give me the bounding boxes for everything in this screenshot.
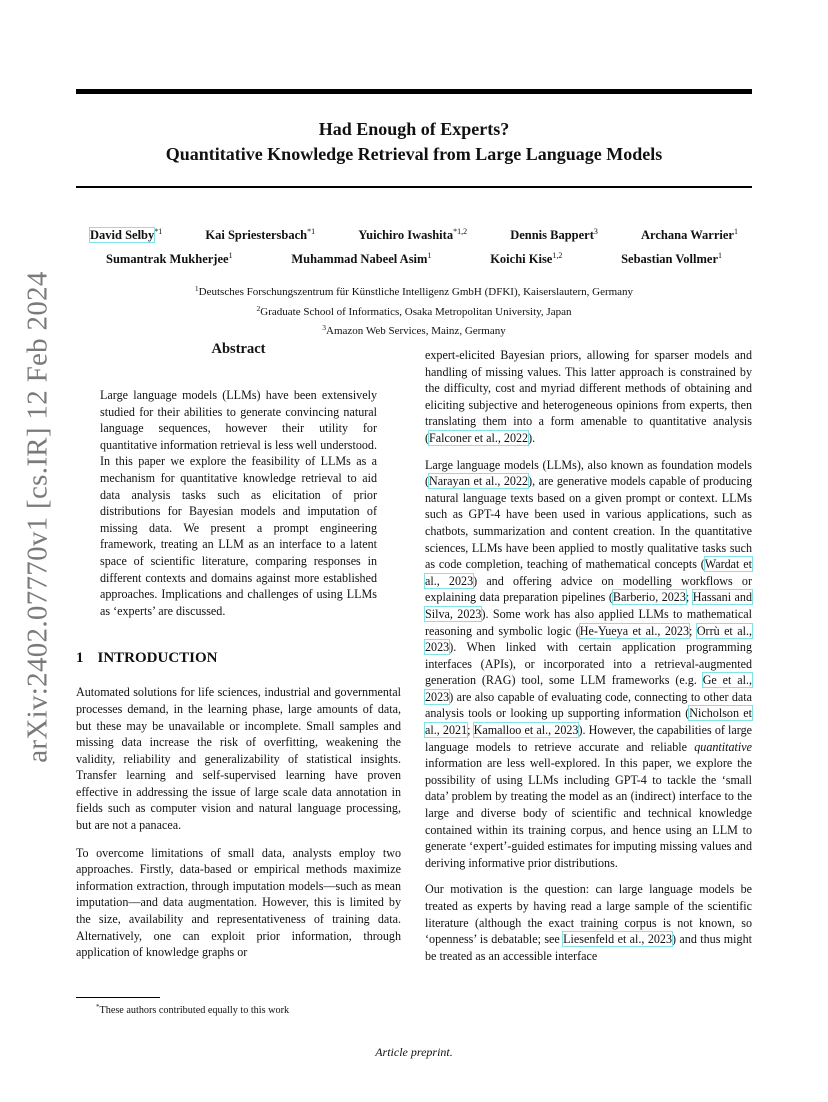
- body-paragraph-3: [425, 881, 752, 964]
- affiliation-text: Deutsches Forschungszentrum für Künstliche Intelligenz GmbH (DFKI), Kaiserslautern, Germany: [198, 286, 634, 298]
- author: [358, 220, 467, 244]
- text-run: ) and offering advice on modelling workflows or explaining data preparation pipelines (: [425, 573, 752, 605]
- affiliations: [76, 281, 752, 340]
- author: [641, 220, 738, 244]
- author-name: Yuichiro Iwashita: [358, 228, 454, 242]
- text-run: ;: [467, 723, 474, 738]
- author-affil-mark: *1: [307, 227, 316, 236]
- affiliation-text: Graduate School of Informatics, Osaka Metropolitan University, Japan: [260, 305, 572, 318]
- citation-link[interactable]: Orrù et al., 2023: [425, 623, 752, 655]
- affiliation-text: Amazon Web Services, Mainz, Germany: [326, 325, 506, 337]
- affiliation: [76, 281, 752, 301]
- text-run: ), are generative models capable of producing natural language texts based on a given prompt or context. LLMs such as GPT-4 have been used in various applications, such as chatbots, summarization and content creation. In the quantitative sciences, LLMs have been applied to mostly qualitative tasks such as code completion, teaching of mathematical concepts (: [425, 474, 752, 572]
- author-name: Sumantrak Mukherjee: [106, 252, 229, 266]
- top-rule: [76, 89, 752, 94]
- emphasis: quantitative: [694, 739, 752, 754]
- citation-link[interactable]: Liesenfeld et al., 2023: [563, 932, 673, 947]
- author-affil-mark: 3: [593, 227, 598, 236]
- text-run: ).: [528, 430, 536, 445]
- author: [510, 220, 598, 244]
- text-run: ). However, the capabilities of large language models to retrieve accurate and reliable: [425, 723, 752, 754]
- author-row-1: [76, 220, 752, 244]
- text-run: ). When linked with certain application programming interfaces (APIs), or incorporated into a retrieval-augmented generation (RAG) tool, some LLM frameworks (e.g.: [425, 640, 752, 688]
- title-line-1: Had Enough of Experts?: [318, 119, 510, 139]
- citation-link[interactable]: Wardat et al., 2023: [425, 557, 752, 588]
- intro-paragraph-1: Automated solutions for life sciences, industrial and governmental processes demand, in the learning phase, large amounts of data, but these may be unavailable or incomplete. Small samples and missing data increase the risk of overfitting, weakening the validity, reliability and generalizability of statistical insights. Transfer learning and self-supervised learning have proven effective in addressing the issue of large scale data annotation in fields such as computer vision and natural language processing, but are not a panacea.: [76, 685, 401, 833]
- author: [490, 244, 562, 268]
- citation-link[interactable]: Barberio, 2023: [612, 590, 686, 605]
- author: [621, 244, 722, 268]
- footnote-rule: [76, 997, 160, 998]
- text-run: Large language models (LLMs), also known as foundation models (: [425, 457, 752, 489]
- author[interactable]: [90, 220, 162, 244]
- body-paragraph-2: [425, 457, 752, 872]
- author-name: Archana Warrier: [641, 228, 734, 242]
- author-affil-mark: 1: [718, 251, 722, 260]
- left-column: [76, 340, 401, 972]
- affiliation-mark: 3: [322, 323, 326, 332]
- text-run: Our motivation is the question: can large language models be treated as experts by having read a large sample of the scientific literature (although the exact training corpus is not known, so ‘openness’ is debatable; see: [425, 882, 752, 947]
- text-run: expert-elicited Bayesian priors, allowing for sparser models and handling of missing values. This latter approach is constrained by the difficulty, cost and myriad different methods of obtaining and eliciting subjective and heterogeneous opinions from experts, then translating them into a form amenable to quantitative analysis (: [425, 348, 752, 445]
- footnote-text: These authors contributed equally to this work: [99, 1005, 290, 1016]
- author-affil-mark: *1,2: [453, 227, 468, 236]
- author-name[interactable]: David Selby: [90, 228, 155, 242]
- author-name: Sebastian Vollmer: [621, 252, 718, 266]
- citation-link[interactable]: Hassani and Silva, 2023: [425, 590, 753, 621]
- abstract-text: Large language models (LLMs) have been extensively studied for their abilities to generate convincing natural language sequences, however their utility for quantitative information retrieval is less well understood. In this paper we explore the feasibility of LLMs as a mechanism for quantitative knowledge retrieval to aid data analysis tasks such as elicitation of prior distributions for Bayesian models and imputation of missing data. We present a prompt engineering framework, treating an LLM as an interface to a latent space of scientific literature, comparing responses in different contexts and domains against more established approaches. Implications and challenges of using LLMs as ‘experts’ are discussed.: [100, 388, 377, 618]
- author-row-2: [76, 244, 752, 268]
- abstract-heading: Abstract: [211, 341, 266, 357]
- author-affil-mark: 1: [733, 227, 738, 236]
- citation-link[interactable]: Kamalloo et al., 2023: [473, 723, 579, 738]
- section-heading: [76, 649, 401, 667]
- citation-link[interactable]: Ge et al., 2023: [425, 673, 752, 704]
- title-bottom-rule: [76, 186, 752, 188]
- author-name: Dennis Bappert: [510, 228, 594, 242]
- author-affil-mark: *1: [154, 227, 163, 236]
- author-name: Muhammad Nabeel Asim: [291, 252, 428, 266]
- author: [291, 244, 431, 268]
- arxiv-sidebar: [18, 271, 58, 763]
- author: [106, 244, 233, 268]
- author-affil-mark: 1: [427, 251, 432, 260]
- text-run: ) are also capable of evaluating code, connecting to other data analysis tools or looking up supporting information (: [425, 689, 752, 721]
- author-name: Kai Spriestersbach: [205, 228, 308, 242]
- page-footer: Article preprint.: [375, 1045, 453, 1059]
- section-title: INTRODUCTION: [97, 650, 218, 667]
- citation-link[interactable]: Narayan et al., 2022: [429, 474, 529, 489]
- citation-link[interactable]: Falconer et al., 2022: [429, 430, 529, 445]
- text-run: ;: [689, 623, 697, 638]
- intro-paragraph-2: To overcome limitations of small data, analysts employ two approaches. Firstly, data-based or empirical methods maximize information extraction, through imputation models—such as mean imputation—and data augmentation. However, this is limited by the size, availability and representativeness of training data. Alternatively, one can exploit prior information, through application of knowledge graphs or: [76, 845, 401, 960]
- affiliation-mark: 2: [256, 303, 261, 313]
- author-affil-mark: 1,2: [552, 251, 563, 260]
- author-list: [76, 220, 752, 268]
- text-run: information are less well-explored. In this paper, we explore the possibility of using LLMs including GPT-4 to tackle the ‘small data’ problem by treating the model as an (indirect) interface to the large and diverse body of scientific and technical knowledge contained within its training corpus, and hence using an LLM to generate ‘expert’-guided estimates for imputing missing values and deriving informative prior distributions.: [425, 756, 752, 870]
- section-number: 1: [76, 650, 84, 667]
- citation-link[interactable]: He-Yueya et al., 2023: [579, 623, 690, 638]
- text-run: ;: [685, 590, 693, 605]
- right-column: [425, 347, 752, 974]
- text-run: ) and thus might be treated as an accessible interface: [425, 932, 752, 963]
- author-affil-mark: 1: [228, 251, 233, 260]
- title-line-2: Quantitative Knowledge Retrieval from Large Language Models: [165, 144, 663, 164]
- text-run: ). Some work has also applied LLMs to mathematical reasoning and symbolic logic (: [425, 606, 752, 638]
- author-name: Koichi Kise: [490, 252, 553, 266]
- footnote: [96, 1003, 289, 1016]
- arxiv-identifier[interactable]: arXiv:2402.07770v1 [cs.IR] 12 Feb 2024: [21, 271, 54, 763]
- citation-link[interactable]: Nicholson et al., 2021: [425, 706, 752, 738]
- affiliation-mark: 1: [194, 284, 199, 293]
- author: [205, 220, 315, 244]
- affiliation: [76, 301, 752, 321]
- body-paragraph-1: [425, 347, 752, 447]
- paper-title: [76, 117, 752, 167]
- affiliation: [76, 320, 752, 340]
- footnote-mark: *: [96, 1003, 100, 1011]
